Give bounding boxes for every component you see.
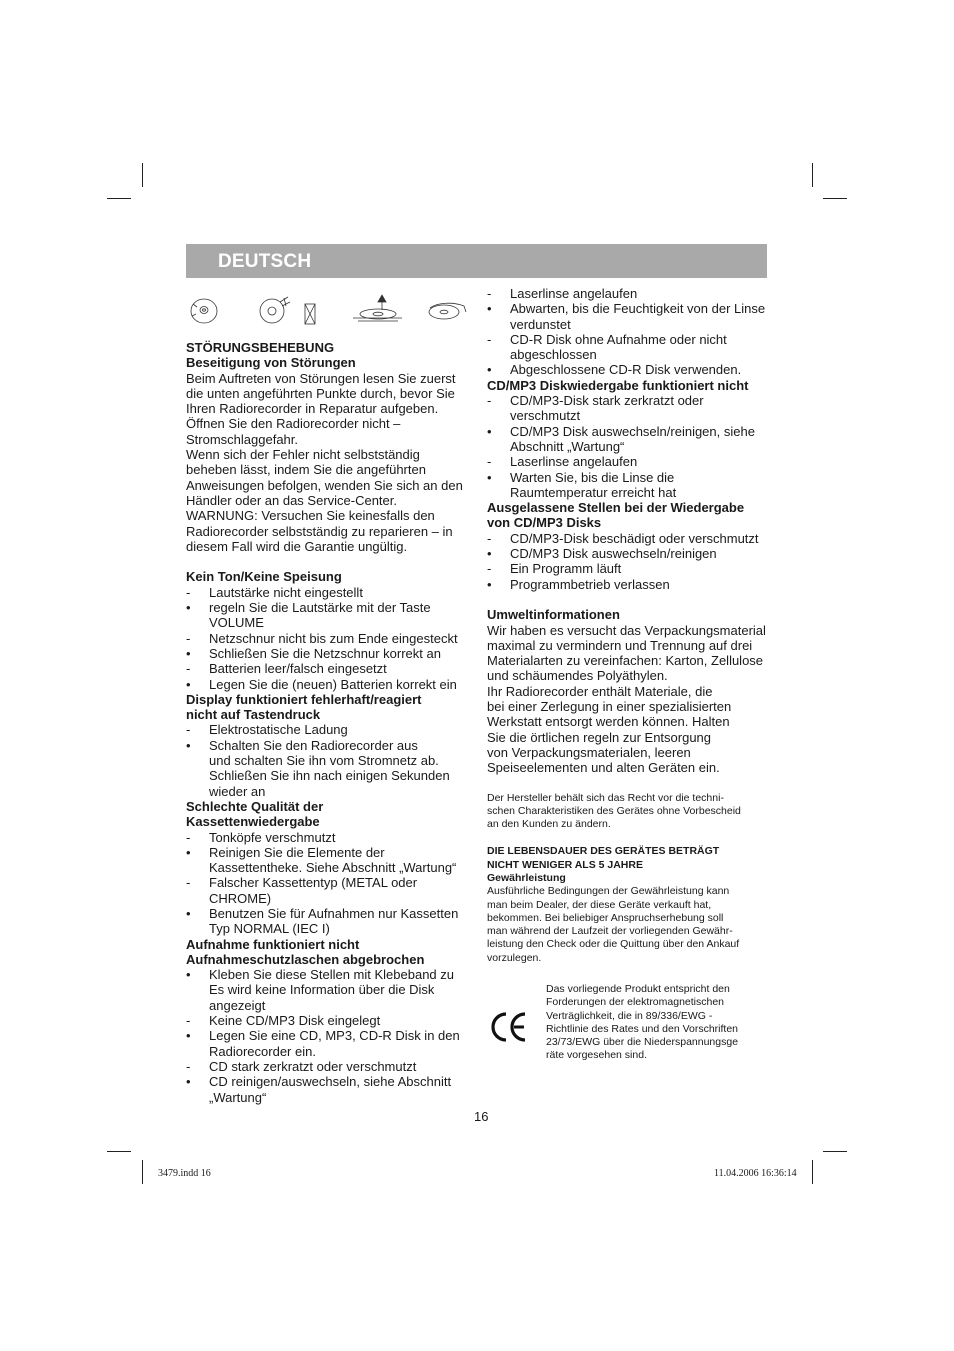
maker-note: Der Hersteller behält sich das Recht vor die techni-	[487, 791, 724, 804]
banner-title: DEUTSCH	[218, 251, 312, 272]
env-line: von Verpackungsmaterialen, leeren	[487, 744, 691, 760]
list-item: VOLUME	[209, 615, 264, 631]
list-item: - CD/MP3-Disk stark zerkratzt oder	[487, 393, 704, 409]
list-item: wieder an	[209, 783, 266, 799]
list-item: - Laserlinse angelaufen	[487, 454, 638, 470]
disc-no-spray-icon	[260, 297, 315, 324]
list-item: • Abgeschlossene CD-R Disk verwenden.	[487, 362, 742, 378]
section-title: Aufnahme funktioniert nicht	[186, 936, 360, 952]
list-item: - Batterien leer/falsch eingesetzt	[186, 661, 387, 677]
list-item: • Legen Sie die (neuen) Batterien korrekt ein	[186, 676, 457, 692]
crop-mark	[812, 1160, 813, 1184]
env-line: Speiseelementen und alten Geräten ein.	[487, 760, 720, 776]
ce-line: 23/73/EWG über die Niederspannungsge	[546, 1036, 739, 1049]
section-heading: STÖRUNGSBEHEBUNG	[186, 340, 335, 355]
lifetime-title: NICHT WENIGER ALS 5 JAHRE	[487, 858, 643, 871]
env-line: Sie die örtlichen regeln zur Entsorgung	[487, 729, 712, 745]
intro-line: die unten angeführten Punkte durch, bevor Sie	[186, 385, 455, 401]
warranty-line: vorzulegen.	[487, 951, 542, 964]
crop-mark	[107, 1151, 131, 1152]
section-title: nicht auf Tastendruck	[186, 707, 321, 723]
list-item: - Tonköpfe verschmutzt	[186, 829, 336, 845]
section-title: Kein Ton/Keine Speisung	[186, 569, 342, 585]
warranty-line: man während der Laufzeit der vorliegenden Gewähr-	[487, 925, 733, 938]
maker-note: schen Charakteristiken des Gerätes ohne Vorbescheid	[487, 804, 741, 817]
section-title: Aufnahmeschutzlaschen abgebrochen	[186, 951, 425, 967]
intro-line: Beim Auftreten von Störungen lesen Sie zuerst	[186, 370, 456, 386]
list-item: - Falscher Kassettentyp (METAL oder	[186, 875, 418, 891]
list-item: • Reinigen Sie die Elemente der	[186, 844, 385, 860]
section-subheading: Beseitigung von Störungen	[186, 355, 356, 371]
disc-hand-icon	[429, 303, 466, 319]
list-item: • Schalten Sie den Radiorecorder aus	[186, 737, 418, 753]
list-item: • Abwarten, bis die Feuchtigkeit von der Linse	[487, 301, 766, 317]
crop-mark	[823, 1151, 847, 1152]
list-item: Typ NORMAL (IEC I)	[209, 921, 330, 937]
list-item: Kassettentheke. Siehe Abschnitt „Wartung“	[209, 860, 457, 876]
left-column	[186, 340, 471, 1105]
intro-line: Ihren Radiorecorder in Reparatur aufgeben.	[186, 401, 439, 417]
env-line: und schäumendes Polyäthylen.	[487, 668, 668, 684]
env-line: maximal zu vermindern und Trennung auf drei	[487, 637, 753, 653]
list-item: Abschnitt „Wartung“	[510, 438, 625, 454]
disc-icon	[191, 299, 217, 323]
env-line: Materialarten zu vereinfachen: Karton, Zellulose	[487, 653, 764, 669]
section-title: Schlechte Qualität der	[186, 798, 324, 814]
list-item: • Kleben Sie diese Stellen mit Klebeband zu	[186, 967, 454, 983]
warranty-line: leistung den Check oder die Quittung über den Ankauf	[487, 938, 740, 951]
lifetime-title: DIE LEBENSDAUER DES GERÄTES BETRÄGT	[487, 845, 720, 858]
section-title: von CD/MP3 Disks	[487, 515, 602, 531]
list-item: Raumtemperatur erreicht hat	[510, 484, 677, 500]
list-item: Es wird keine Information über die Disk	[209, 982, 435, 998]
maker-note: an den Kunden zu ändern.	[487, 818, 611, 831]
list-item: - Laserlinse angelaufen	[487, 286, 638, 301]
disc-care-icons	[188, 294, 468, 328]
list-item: - Netzschnur nicht bis zum Ende eingesteckt	[186, 630, 458, 646]
list-item: • regeln Sie die Lautstärke mit der Taste	[186, 600, 431, 616]
intro-line: Radiorecorder selbstständig zu reparieren – in	[186, 523, 453, 539]
list-item: - Keine CD/MP3 Disk eingelegt	[186, 1013, 381, 1029]
intro-line: Anweisungen befolgen, wenden Sie sich an den	[186, 477, 463, 493]
list-item: • CD reinigen/auswechseln, siehe Abschnitt	[186, 1074, 452, 1090]
list-item: • CD/MP3 Disk auswechseln/reinigen, siehe	[487, 423, 755, 439]
ce-line: Das vorliegende Produkt entspricht den	[546, 983, 730, 995]
list-item: • Warten Sie, bis die Linse die	[487, 469, 675, 485]
env-line: bei einer Zerlegung in einer spezialisierten	[487, 699, 732, 715]
warranty-title: Gewährleistung	[487, 871, 566, 884]
list-item: angezeigt	[209, 997, 266, 1013]
intro-line: WARNUNG: Versuchen Sie keinesfalls den	[186, 508, 435, 524]
ce-line: räte vorgesehen sind.	[546, 1049, 647, 1062]
section-title: Ausgelassene Stellen bei der Wiedergabe	[487, 500, 745, 516]
language-banner	[186, 244, 767, 278]
list-item: CHROME)	[209, 890, 272, 906]
intro-line: Stromschlaggefahr.	[186, 431, 299, 447]
ce-mark-icon	[489, 1010, 529, 1049]
list-item: • Benutzen Sie für Aufnahmen nur Kassetten	[186, 905, 459, 921]
right-column	[487, 286, 772, 965]
intro-line: diesem Fall wird die Garantie ungültig.	[186, 538, 408, 554]
ce-line: Verträglichkeit, die in 89/336/EWG -	[546, 1009, 713, 1022]
warranty-line: Ausführliche Bedingungen der Gewährleistung kann	[487, 885, 730, 898]
crop-mark	[823, 198, 847, 199]
env-line: Werkstatt entsorgt werden können. Halten	[487, 714, 730, 730]
list-item: - Lautstärke nicht eingestellt	[186, 584, 363, 600]
section-title: Kassettenwiedergabe	[186, 814, 320, 830]
list-item: • Programmbetrieb verlassen	[487, 576, 670, 592]
list-item: - CD stark zerkratzt oder verschmutzt	[186, 1058, 417, 1074]
section-title: Display funktioniert fehlerhaft/reagiert	[186, 691, 422, 707]
crop-mark	[142, 1160, 143, 1184]
list-item: • Legen Sie eine CD, MP3, CD-R Disk in den	[186, 1028, 460, 1044]
intro-line: Wenn sich der Fehler nicht selbstständig	[186, 447, 420, 463]
section-title: Umweltinformationen	[487, 607, 620, 623]
list-item: - Elektrostatische Ladung	[186, 722, 348, 738]
env-line: Wir haben es versucht das Verpackungsmaterial	[487, 622, 766, 638]
section-title: CD/MP3 Diskwiedergabe funktioniert nicht	[487, 377, 749, 393]
ce-conformity-text	[546, 983, 771, 1063]
crop-mark	[812, 163, 813, 187]
ce-line: Richtlinie des Rates und den Vorschriften	[546, 1022, 739, 1035]
list-item: „Wartung“	[209, 1089, 267, 1105]
ce-line: Forderungen der elektromagnetischen	[546, 996, 725, 1009]
list-item: Schließen Sie ihn nach einigen Sekunden	[209, 768, 450, 784]
list-item: und schalten Sie ihn vom Stromnetz ab.	[209, 753, 439, 769]
slug-date: 11.04.2006 16:36:14	[714, 1168, 797, 1179]
list-item: • CD/MP3 Disk auswechseln/reinigen	[487, 546, 717, 562]
intro-line: beheben lässt, indem Sie die angeführten	[186, 462, 426, 478]
list-item: - Ein Programm läuft	[487, 561, 622, 577]
env-line: Ihr Radiorecorder enthält Materiale, die	[487, 683, 713, 699]
list-item: verdunstet	[510, 316, 571, 332]
list-item: Radiorecorder ein.	[209, 1043, 316, 1059]
crop-mark	[142, 163, 143, 187]
list-item: verschmutzt	[510, 408, 581, 424]
page-number: 16	[474, 1109, 489, 1124]
list-item: - CD/MP3-Disk beschädigt oder verschmutzt	[487, 530, 759, 546]
disc-heat-icon	[353, 295, 402, 321]
crop-mark	[107, 198, 131, 199]
warranty-line: bekommen. Bei beliebiger Anspruchserhebung soll	[487, 911, 724, 924]
intro-line: Händler oder an das Service-Center.	[186, 492, 398, 508]
slug-file: 3479.indd 16	[158, 1168, 211, 1179]
list-item: - CD-R Disk ohne Aufnahme oder nicht	[487, 331, 727, 347]
list-item: abgeschlossen	[510, 347, 597, 363]
intro-line: Öffnen Sie den Radiorecorder nicht –	[186, 416, 401, 432]
list-item: • Schließen Sie die Netzschnur korrekt an	[186, 645, 441, 661]
warranty-line: man beim Dealer, der diese Geräte verkauft hat,	[487, 898, 712, 911]
